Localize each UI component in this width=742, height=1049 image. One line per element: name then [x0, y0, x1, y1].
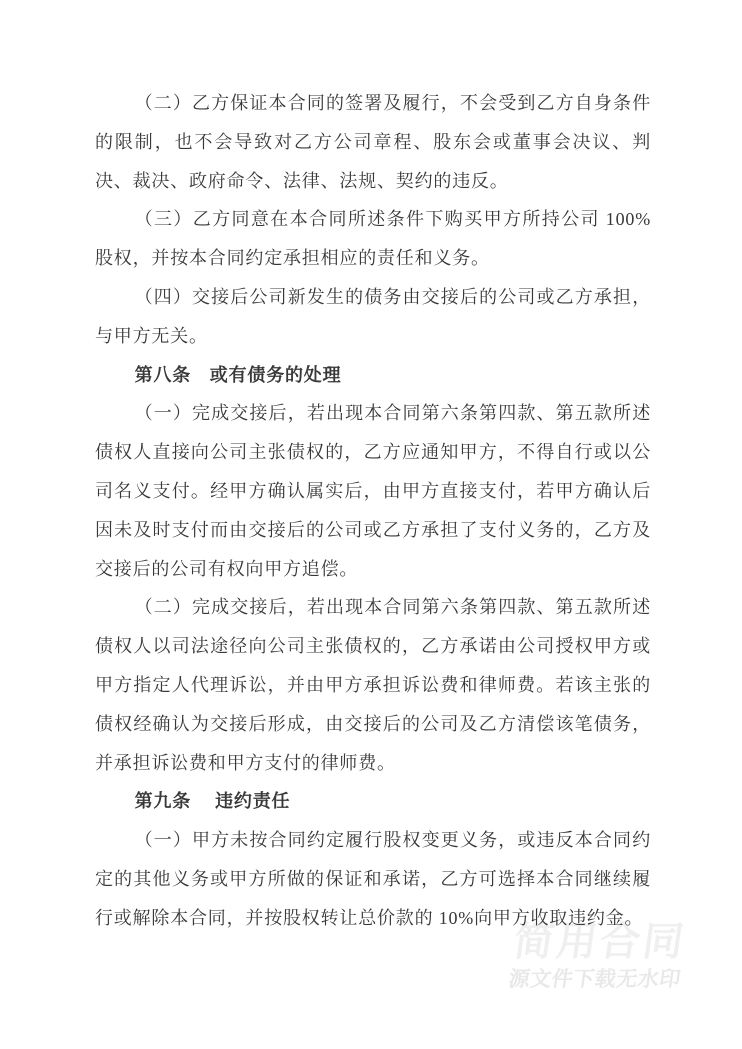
watermark-title: 简用合同: [510, 919, 690, 965]
watermark-subtitle: 源文件下载无水印: [507, 967, 683, 991]
article-8-paragraph-1: （一）完成交接后，若出现本合同第六条第四款、第五款所述债权人直接向公司主张债权的，乙方应通知甲方，不得自行或以公司名义支付。经甲方确认属实后，由甲方直接支付，若甲方确认后因未及时支付而由交接后的公司或乙方承担了支付义务的，乙方及交接后的公司有权向甲方追偿。: [95, 403, 651, 579]
article-9-paragraph-1: （一）甲方未按合同约定履行股权变更义务，或违反本合同约定的其他义务或甲方所做的保证和承诺，乙方可选择本合同继续履行或解除本合同，并按股权转让总价款的 10%向甲方收取违约金。: [95, 830, 651, 928]
article-8-heading: 第八条 或有债务的处理: [134, 364, 342, 385]
article-9-heading: 第九条 违约责任: [134, 791, 291, 812]
clause-paragraph-2: （二）乙方保证本合同的签署及履行，不会受到乙方自身条件的限制，也不会导致对乙方公司章程、股东会或董事会决议、判决、裁决、政府命令、法律、法规、契约的违反。: [95, 93, 651, 191]
clause-paragraph-4: （四）交接后公司新发生的债务由交接后的公司或乙方承担，与甲方无关。: [95, 286, 651, 346]
article-8-paragraph-2: （二）完成交接后，若出现本合同第六条第四款、第五款所述债权人以司法途径向公司主张债权的，乙方承诺由公司授权甲方或甲方指定人代理诉讼，并由甲方承担诉讼费和律师费。若该主张的债权经确认为交接后形成，由交接后的公司及乙方清偿该笔债务，并承担诉讼费和甲方支付的律师费。: [95, 597, 651, 773]
contract-body: [95, 84, 651, 938]
clause-paragraph-3: （三）乙方同意在本合同所述条件下购买甲方所持公司 100%股权，并按本合同约定承担相应的责任和义务。: [95, 209, 651, 269]
